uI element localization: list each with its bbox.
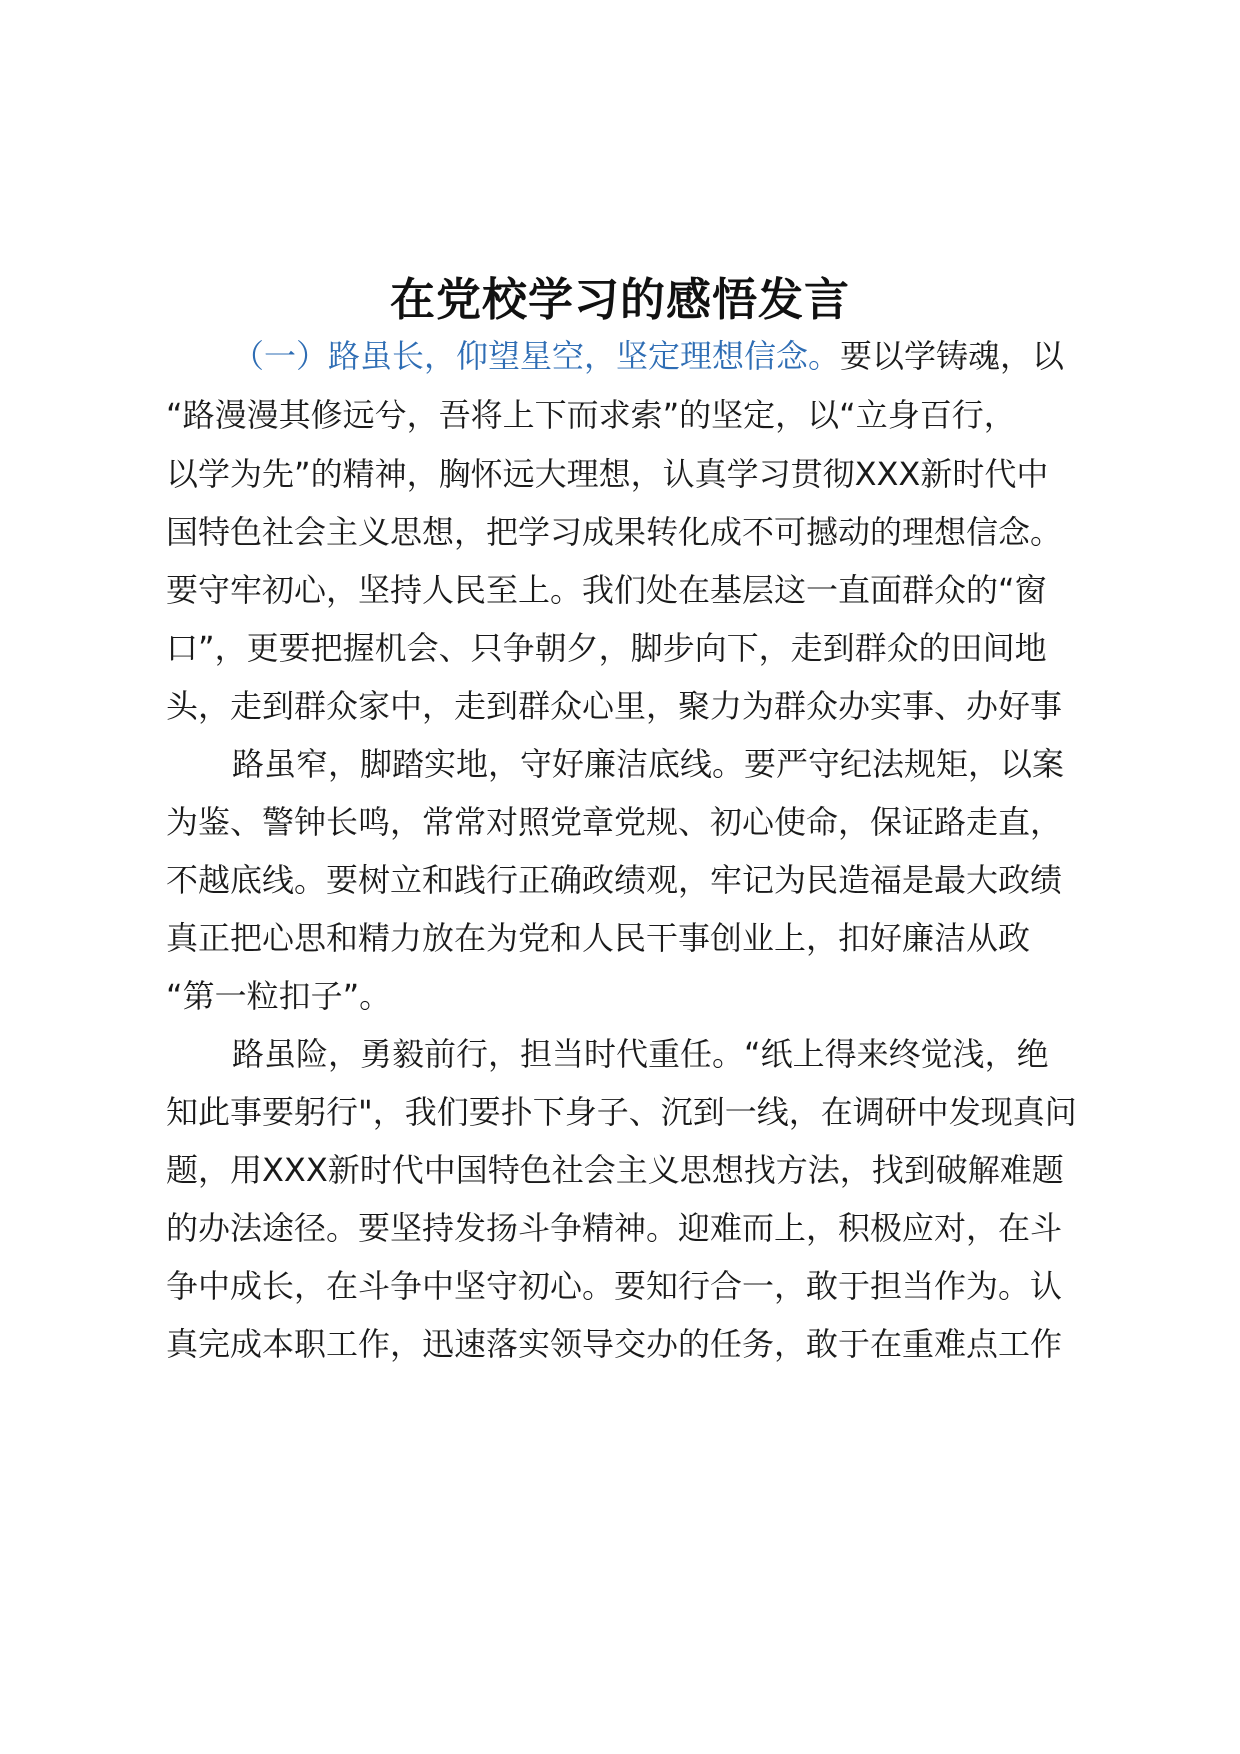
paragraph-1-line-6: 口”，更要把握机会、只争朝夕，脚步向下，走到群众的田间地: [166, 629, 1047, 667]
paragraph-3-line-5: 争中成长，在斗争中坚守初心。要知行合一，敢于担当作为。认: [166, 1267, 1063, 1305]
section-1-heading: （一）路虽长，仰望星空，坚定理想信念。: [232, 337, 841, 375]
paragraph-1-line-1: [232, 324, 1064, 388]
paragraph-1-line-5: 要守牢初心，坚持人民至上。我们处在基层这一直面群众的“窗: [166, 571, 1047, 609]
paragraph-3-line-2: 知此事要躬行"，我们要扑下身子、沉到一线，在调研中发现真问: [166, 1093, 1077, 1131]
paragraph-2-line-4: 真正把心思和精力放在为党和人民干事创业上，扣好廉洁从政: [166, 919, 1031, 957]
section-1-line-1-text: 要以学铸魂，以: [840, 337, 1065, 375]
document-title: 在党校学习的感悟发言: [389, 273, 850, 326]
paragraph-1-line-2: “路漫漫其修远兮，吾将上下而求索”的坚定，以“立身百行，: [166, 396, 1016, 434]
paragraph-2-line-2: 为鉴、警钟长鸣，常常对照党章党规、初心使命，保证路走直，: [166, 803, 1063, 841]
paragraph-3-line-1: 路虽险，勇毅前行，担当时代重任。“纸上得来终觉浅，绝: [232, 1035, 1049, 1073]
paragraph-3-line-6: 真完成本职工作，迅速落实领导交办的任务，敢于在重难点工作: [166, 1325, 1063, 1363]
paragraph-2-line-3: 不越底线。要树立和践行正确政绩观，牢记为民造福是最大政绩: [166, 861, 1063, 899]
paragraph-3-line-3: 题，用XXX新时代中国特色社会主义思想找方法，找到破解难题: [166, 1151, 1064, 1189]
paragraph-3-line-4: 的办法途径。要坚持发扬斗争精神。迎难而上，积极应对，在斗: [166, 1209, 1063, 1247]
paragraph-2-line-1: 路虽窄，脚踏实地，守好廉洁底线。要严守纪法规矩，以案: [232, 745, 1065, 783]
paragraph-1-line-7: 头，走到群众家中，走到群众心里，聚力为群众办实事、办好事: [166, 687, 1063, 725]
paragraph-1-line-4: 国特色社会主义思想，把学习成果转化成不可撼动的理想信念。: [166, 513, 1063, 551]
paragraph-2-line-5: “第一粒扣子”。: [166, 977, 392, 1015]
paragraph-1-line-3: 以学为先”的精神，胸怀远大理想，认真学习贯彻XXX新时代中: [166, 455, 1049, 493]
